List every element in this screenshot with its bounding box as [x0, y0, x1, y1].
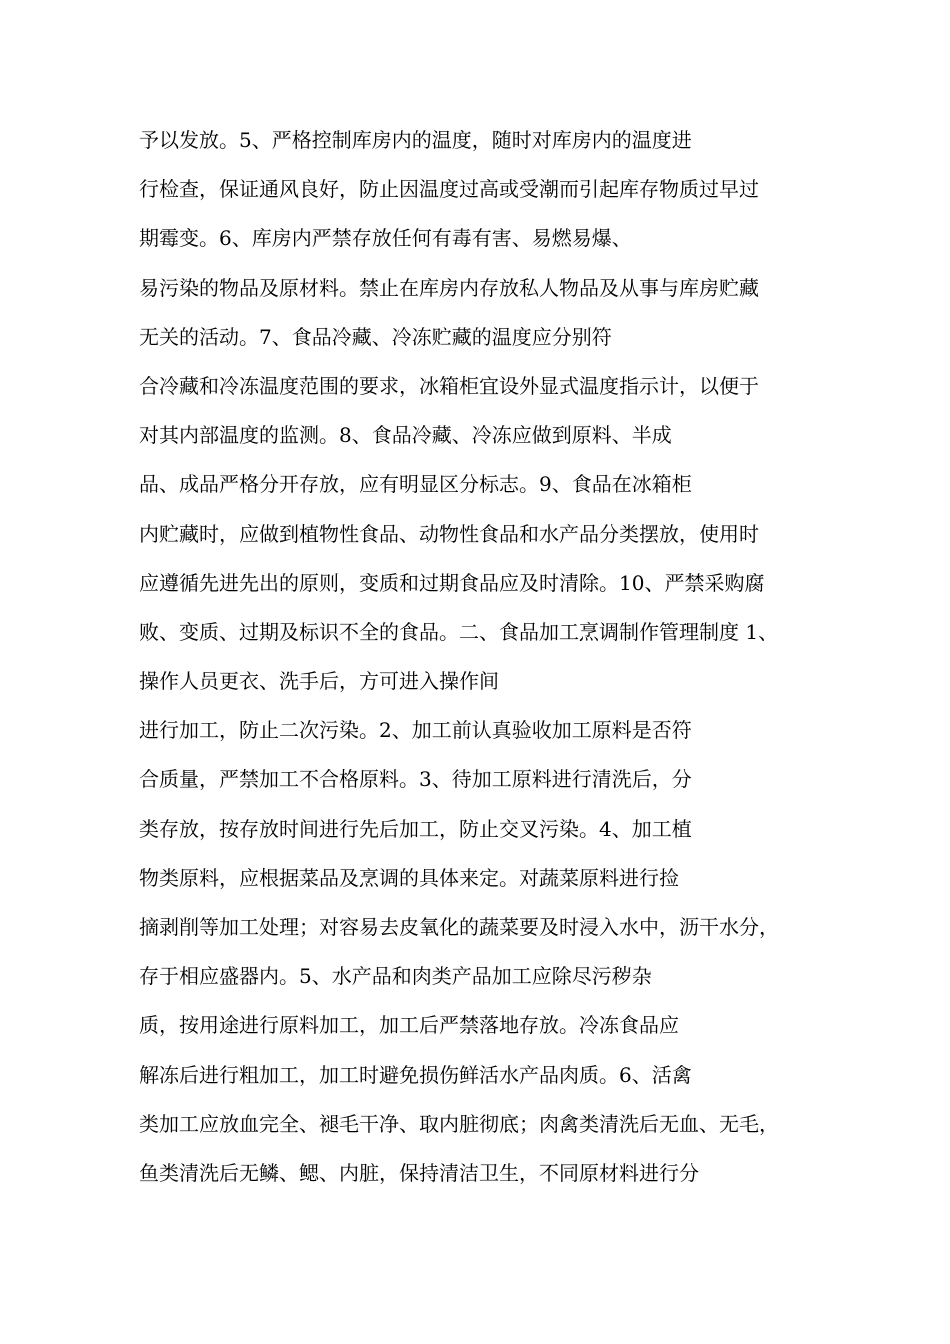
text-line: 物类原料，应根据菜品及烹调的具体来定。对蔬菜原料进行捡 — [139, 865, 679, 890]
text-line: 期霉变。6、库房内严禁存放任何有毒有害、易燃易爆、 — [139, 226, 632, 251]
body-text — [139, 122, 839, 1204]
text-line: 进行加工，防止二次污染。2、加工前认真验收加工原料是否符 — [139, 718, 692, 743]
text-line: 解冻后进行粗加工，加工时避免损伤鲜活水产品肉质。6、活禽 — [139, 1062, 692, 1087]
text-line: 合冷藏和冷冻温度范围的要求，冰箱柜宜设外显式温度指示计，以便于 — [139, 373, 759, 398]
text-line: 类存放，按存放时间进行先后加工，防止交叉污染。4、加工植 — [139, 816, 692, 841]
text-line: 鱼类清洗后无鳞、鳃、内脏，保持清洁卫生，不同原材料进行分 — [139, 1160, 699, 1185]
text-line: 易污染的物品及原材料。禁止在库房内存放私人物品及从事与库房贮藏 — [139, 275, 759, 300]
text-line: 品、成品严格分开存放，应有明显区分标志。9、食品在冰箱柜 — [139, 472, 692, 497]
text-line: 摘剥削等加工处理；对容易去皮氧化的蔬菜要及时浸入水中，沥干水分， — [139, 915, 779, 939]
text-line: 内贮藏时，应做到植物性食品、动物性食品和水产品分类摆放，使用时 — [139, 521, 759, 546]
text-line: 应遵循先进先出的原则，变质和过期食品应及时清除。10、严禁采购腐 — [139, 570, 765, 595]
text-line: 行检查，保证通风良好，防止因温度过高或受潮而引起库存物质过早过 — [139, 177, 759, 202]
text-line: 予以发放。5、严格控制库房内的温度，随时对库房内的温度进 — [139, 128, 692, 152]
text-line: 败、变质、过期及标识不全的食品。二、食品加工烹调制作管理制度 1、 — [139, 619, 779, 644]
text-line: 无关的活动。7、食品冷藏、冷冻贮藏的温度应分别符 — [139, 324, 612, 349]
text-line: 类加工应放血完全、褪毛干净、取内脏彻底；肉禽类清洗后无血、无毛， — [139, 1111, 779, 1136]
text-line: 存于相应盛器内。5、水产品和肉类产品加工应除尽污秽杂 — [139, 964, 652, 989]
text-line: 操作人员更衣、洗手后，方可进入操作间 — [139, 669, 499, 694]
text-line: 合质量，严禁加工不合格原料。3、待加工原料进行清洗后，分 — [139, 767, 692, 792]
text-line: 质，按用途进行原料加工，加工后严禁落地存放。冷冻食品应 — [139, 1013, 679, 1038]
text-line: 对其内部温度的监测。8、食品冷藏、冷冻应做到原料、半成 — [139, 423, 672, 448]
